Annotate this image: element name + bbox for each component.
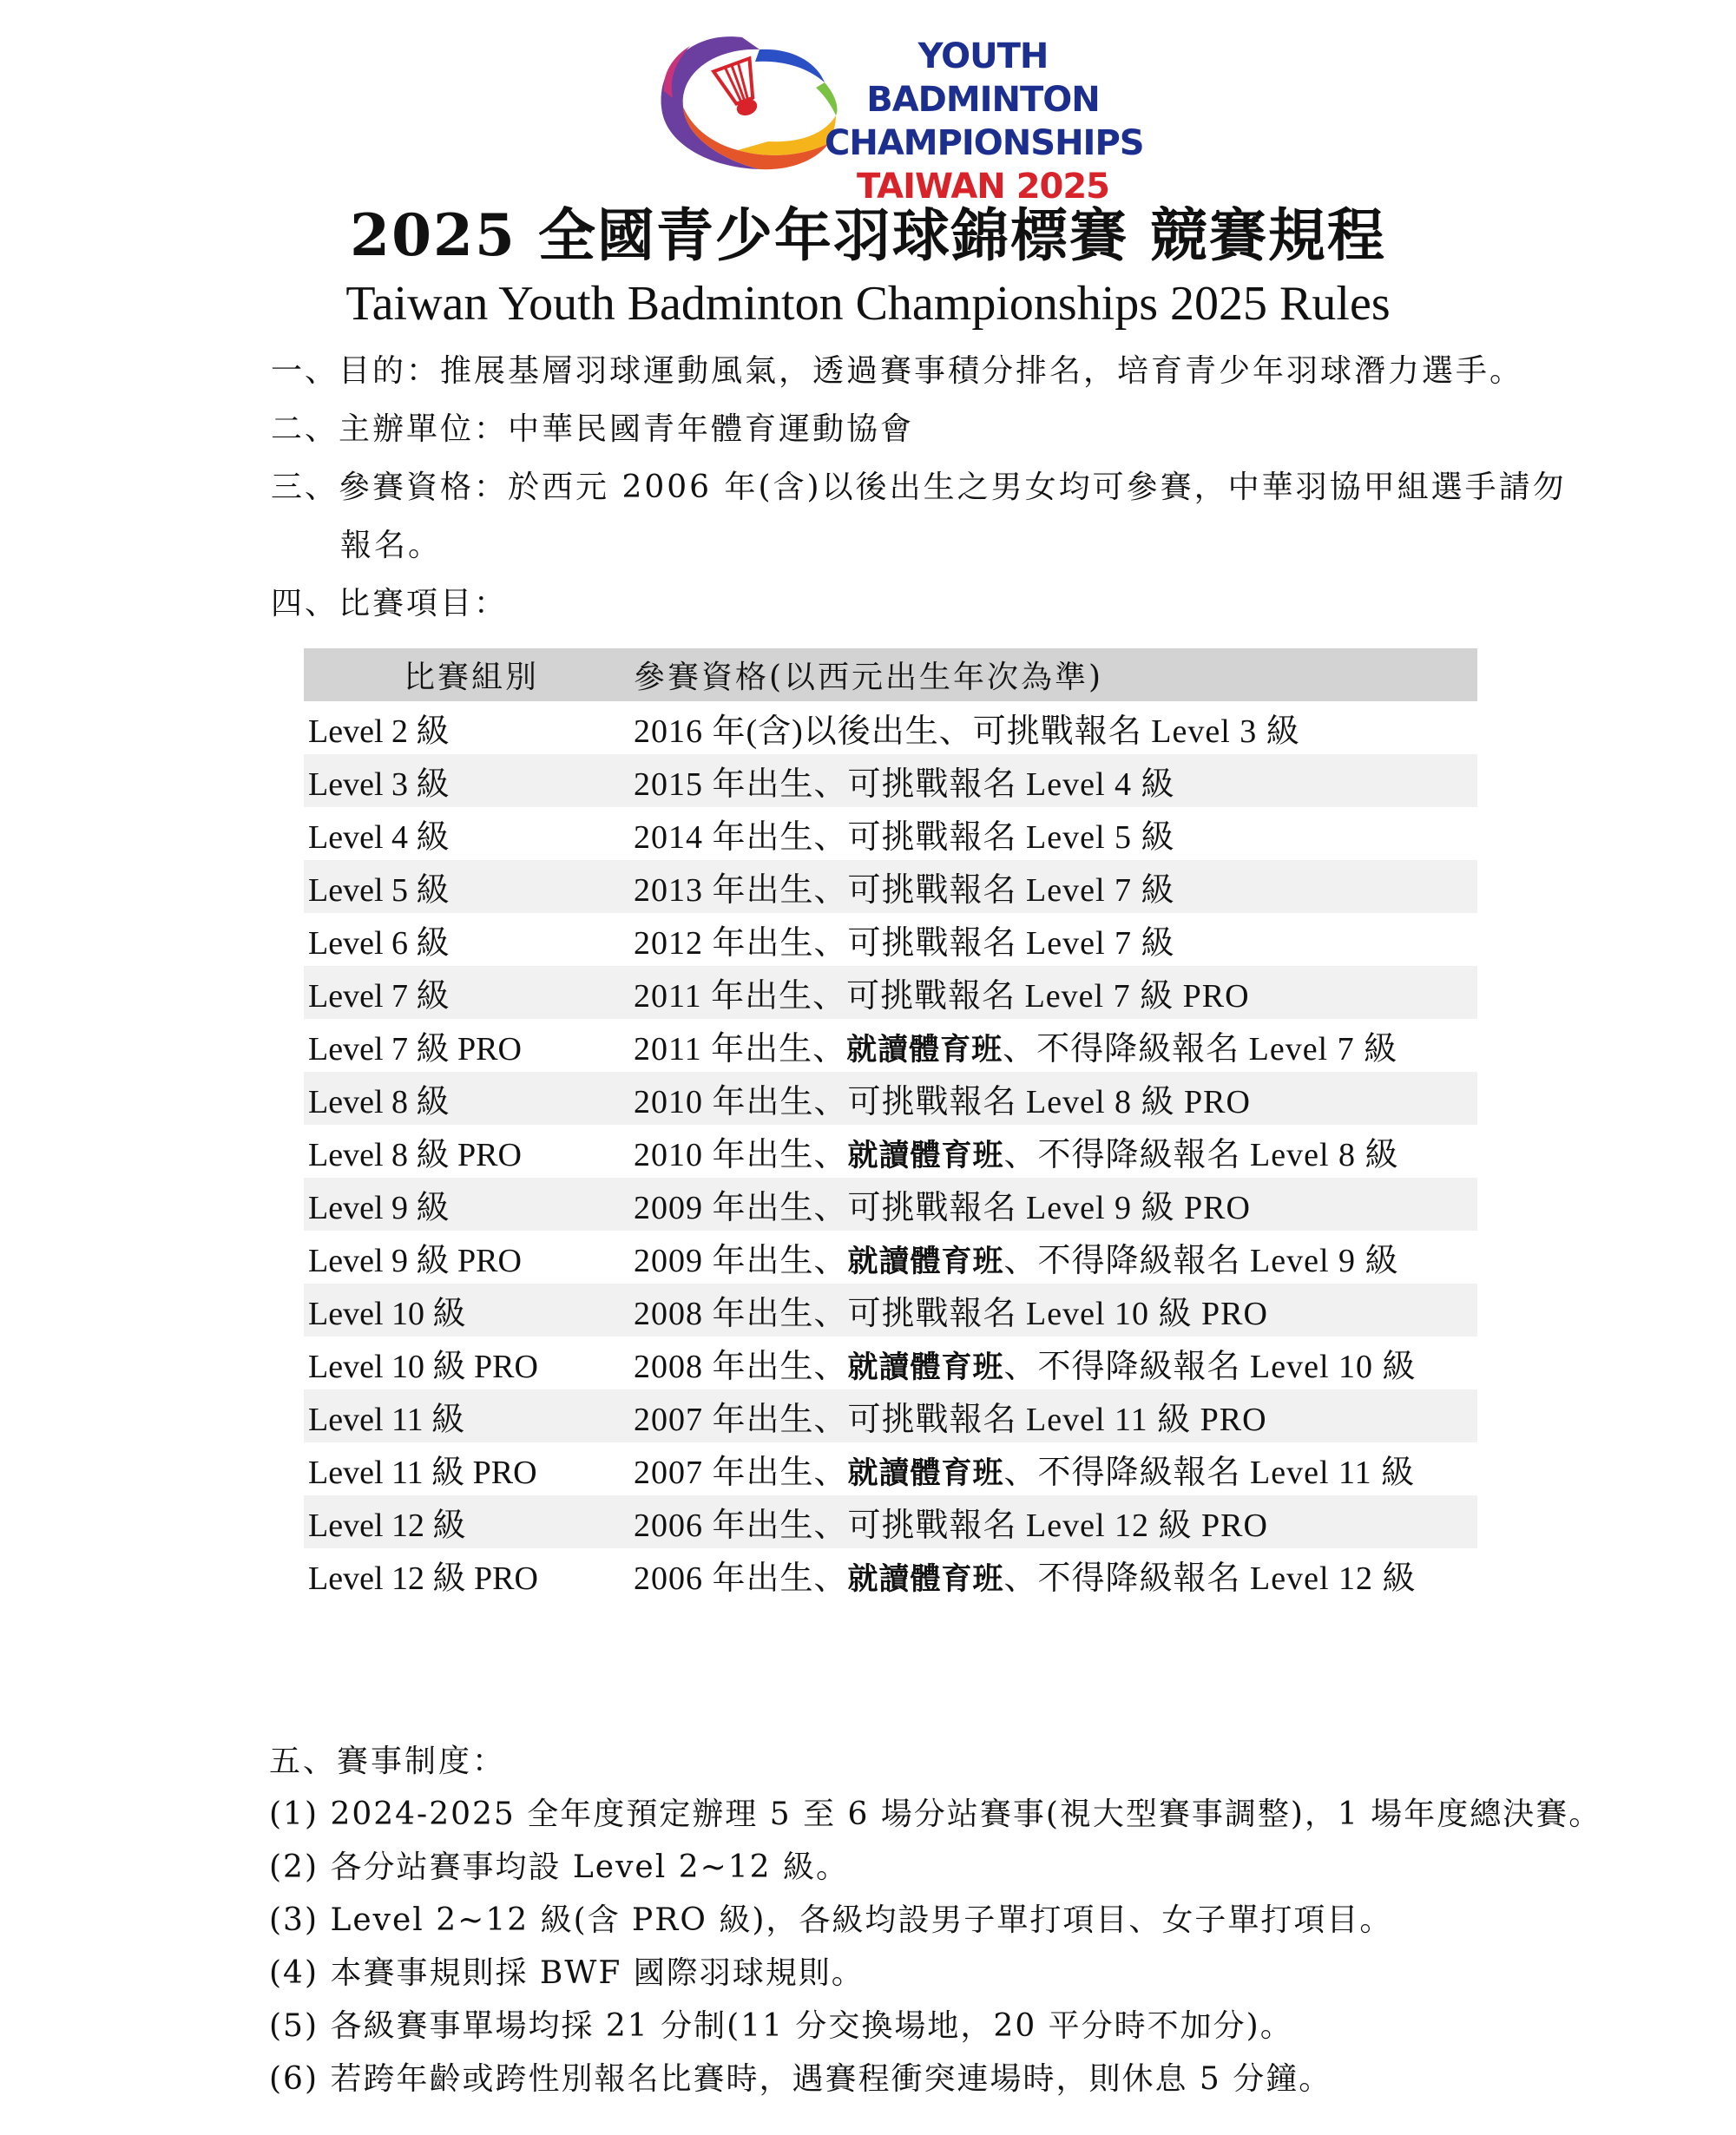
table-row xyxy=(304,1178,1477,1231)
table-row xyxy=(304,754,1477,807)
cell-eligibility xyxy=(634,916,1175,963)
cell-eligibility xyxy=(634,704,1300,752)
table-row xyxy=(304,1072,1477,1125)
table-row xyxy=(304,1442,1477,1495)
section-events-heading: 四、比賽項目： xyxy=(271,586,509,621)
cell-division: Level 8 級 xyxy=(308,1084,450,1120)
format-item: (3) Level 2~12 級(含 PRO 級)，各級均設男子單打項目、女子單打項目。 xyxy=(269,1902,1393,1938)
cell-division: Level 10 級 xyxy=(308,1296,466,1332)
format-item: (2) 各分站賽事均設 Level 2~12 級。 xyxy=(269,1849,850,1885)
table-row xyxy=(304,1389,1477,1442)
sports-class-emphasis: 就讀體育班 xyxy=(847,1245,1004,1279)
cell-division: Level 7 級 PRO xyxy=(308,1031,522,1068)
eligibility-text: 2015 年出生、可挑戰報名 Level 4 級 xyxy=(634,766,1175,803)
shuttlecock-swoosh-icon xyxy=(638,22,846,182)
section-purpose: 一、目的：推展基層羽球運動風氣，透過賽事積分排名，培育青少年羽球潛力選手。 xyxy=(271,353,1524,389)
table-row xyxy=(304,807,1477,860)
sports-class-emphasis: 就讀體育班 xyxy=(847,1562,1004,1597)
eligibility-text: 2008 年出生、可挑戰報名 Level 10 級 PRO xyxy=(634,1296,1268,1332)
cell-division: Level 9 級 PRO xyxy=(308,1243,522,1279)
cell-eligibility xyxy=(634,969,1250,1016)
cell-eligibility xyxy=(634,1286,1268,1334)
eligibility-text-cont: 、不得降級報名 Level 9 級 xyxy=(1003,1243,1399,1279)
table-row xyxy=(304,1284,1477,1337)
eligibility-text: 2009 年出生、 xyxy=(634,1243,848,1279)
section-eligibility: 三、參賽資格：於西元 2006 年(含)以後出生之男女均可參賽，中華羽協甲組選手請勿 xyxy=(271,470,1567,505)
eligibility-text: 2011 年出生、 xyxy=(634,1031,847,1068)
eligibility-text-cont: 、不得降級報名 Level 8 級 xyxy=(1003,1137,1399,1173)
cell-eligibility xyxy=(634,1498,1268,1546)
cell-eligibility xyxy=(634,1233,1399,1281)
cell-division: Level 11 級 xyxy=(308,1402,465,1438)
header-eligibility: 參賽資格(以西元出生年次為準) xyxy=(634,660,1104,695)
cell-eligibility xyxy=(634,757,1175,805)
cell-division: Level 9 級 xyxy=(308,1190,450,1226)
cell-division: Level 3 級 xyxy=(308,766,450,803)
eligibility-text: 2008 年出生、 xyxy=(634,1349,848,1385)
cell-eligibility xyxy=(634,863,1175,910)
table-row xyxy=(304,1495,1477,1548)
cell-eligibility xyxy=(634,810,1175,857)
format-item: (4) 本賽事規則採 BWF 國際羽球規則。 xyxy=(269,1955,865,1991)
table-row xyxy=(304,860,1477,913)
eligibility-text-cont: 、不得降級報名 Level 12 級 xyxy=(1003,1560,1417,1597)
eligibility-text: 2006 年出生、 xyxy=(634,1560,848,1597)
championship-logo xyxy=(638,22,1144,207)
eligibility-text: 2007 年出生、可挑戰報名 Level 11 級 PRO xyxy=(634,1402,1267,1438)
cell-division: Level 6 級 xyxy=(308,925,450,962)
sports-class-emphasis: 就讀體育班 xyxy=(847,1456,1004,1491)
cell-division: Level 7 級 xyxy=(308,978,450,1015)
table-row xyxy=(304,1548,1477,1601)
section-organizer: 二、主辦單位：中華民國青年體育運動協會 xyxy=(271,411,915,447)
eligibility-text-cont: 、不得降級報名 Level 10 級 xyxy=(1003,1349,1417,1385)
eligibility-text: 2009 年出生、可挑戰報名 Level 9 級 PRO xyxy=(634,1190,1251,1226)
cell-division: Level 2 級 xyxy=(308,713,450,750)
header-division: 比賽組別 xyxy=(404,660,540,695)
eligibility-text: 2006 年出生、可挑戰報名 Level 12 級 PRO xyxy=(634,1508,1268,1544)
cell-division: Level 12 級 xyxy=(308,1508,466,1544)
table-row xyxy=(304,1019,1477,1072)
sports-class-emphasis: 就讀體育班 xyxy=(846,1033,1003,1068)
cell-eligibility xyxy=(634,1392,1267,1440)
section-eligibility-cont: 報名。 xyxy=(340,528,443,563)
eligibility-text: 2012 年出生、可挑戰報名 Level 7 級 xyxy=(634,925,1175,962)
table-row xyxy=(304,701,1477,754)
eligibility-text: 2013 年出生、可挑戰報名 Level 7 級 xyxy=(634,872,1175,909)
cell-division: Level 8 級 PRO xyxy=(308,1137,522,1173)
format-item: (6) 若跨年齡或跨性別報名比賽時，遇賽程衝突連場時，則休息 5 分鐘。 xyxy=(269,2061,1332,2097)
cell-eligibility xyxy=(634,1445,1415,1493)
eligibility-text: 2016 年(含)以後出生、可挑戰報名 Level 3 級 xyxy=(634,713,1300,750)
table-row xyxy=(304,966,1477,1019)
table-row xyxy=(304,1231,1477,1284)
page-title-chinese: 2025 全國青少年羽球錦標賽 競賽規程 xyxy=(350,201,1386,269)
format-item: (1) 2024-2025 全年度預定辦理 5 至 6 場分站賽事(視大型賽事調整)，1 場年度總決賽。 xyxy=(269,1797,1602,1832)
cell-eligibility xyxy=(634,1180,1251,1228)
cell-eligibility xyxy=(634,1127,1399,1175)
logo-line-3: TAIWAN 2025 xyxy=(856,167,1110,207)
sports-class-emphasis: 就讀體育班 xyxy=(847,1139,1004,1173)
cell-eligibility xyxy=(634,1022,1397,1069)
format-item: (5) 各級賽事單場均採 21 分制(11 分交換場地，20 平分時不加分)。 xyxy=(269,2008,1293,2044)
table-row xyxy=(304,913,1477,966)
section-format-heading: 五、賽事制度： xyxy=(269,1744,507,1779)
cell-division: Level 5 級 xyxy=(308,872,450,909)
page-title-english: Taiwan Youth Badminton Championships 2025 Rules xyxy=(345,277,1391,331)
cell-eligibility xyxy=(634,1339,1417,1387)
cell-eligibility xyxy=(634,1074,1251,1122)
eligibility-text-cont: 、不得降級報名 Level 7 級 xyxy=(1003,1031,1398,1068)
cell-division: Level 11 級 PRO xyxy=(308,1455,537,1491)
cell-division: Level 12 級 PRO xyxy=(308,1560,538,1597)
table-header xyxy=(304,648,1477,701)
eligibility-text-cont: 、不得降級報名 Level 11 級 xyxy=(1003,1455,1416,1491)
eligibility-text: 2011 年出生、可挑戰報名 Level 7 級 PRO xyxy=(634,978,1250,1015)
eligibility-text: 2010 年出生、 xyxy=(634,1137,848,1173)
cell-division: Level 4 級 xyxy=(308,819,450,856)
logo-line-1: YOUTH BADMINTON xyxy=(866,36,1100,120)
eligibility-text: 2014 年出生、可挑戰報名 Level 5 級 xyxy=(634,819,1175,856)
table-row xyxy=(304,1125,1477,1178)
logo-wordmark xyxy=(825,35,1144,208)
cell-division: Level 10 級 PRO xyxy=(308,1349,538,1385)
table-body xyxy=(304,701,1477,1601)
logo-line-2: CHAMPIONSHIPS xyxy=(825,123,1144,163)
eligibility-text: 2007 年出生、 xyxy=(634,1455,848,1491)
eligibility-text: 2010 年出生、可挑戰報名 Level 8 級 PRO xyxy=(634,1084,1251,1120)
events-table xyxy=(304,648,1477,1601)
table-row xyxy=(304,1337,1477,1389)
sports-class-emphasis: 就讀體育班 xyxy=(847,1350,1004,1385)
cell-eligibility xyxy=(634,1551,1417,1599)
